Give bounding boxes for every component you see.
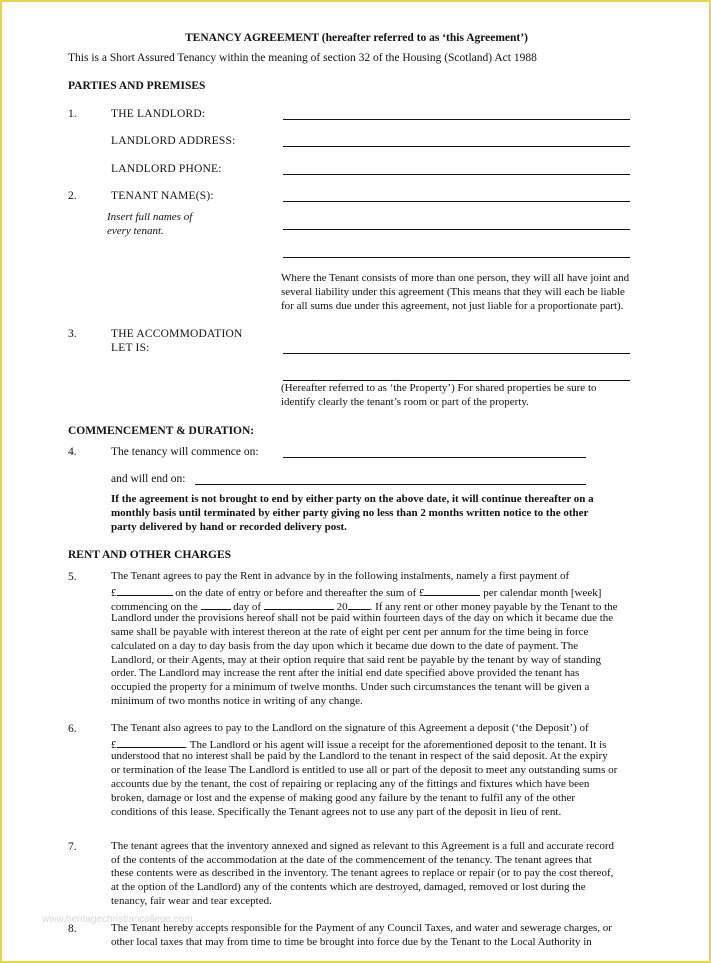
tenant-name-line-3[interactable] bbox=[283, 257, 630, 258]
pound-sign: £ bbox=[111, 587, 117, 599]
day-of-text: day of bbox=[233, 601, 262, 613]
end-label: and will end on: bbox=[111, 473, 186, 485]
clause-5-line-3-end: . If any rent or other money payable by the Tenant to the bbox=[369, 601, 618, 613]
accommodation-label-1: THE ACCOMMODATION bbox=[111, 328, 243, 340]
continuation-line-2: monthly basis until terminated by either party giving no less than 2 months written notice to the other bbox=[111, 507, 589, 519]
clause-number-7: 7. bbox=[68, 841, 77, 853]
first-payment-blank[interactable] bbox=[117, 584, 173, 596]
clause-5-line-9: occupied the property for a minimum of twelve months. Under such circumstances the tenant will be given a bbox=[111, 681, 590, 693]
day-blank[interactable] bbox=[201, 598, 231, 610]
clause-number-5: 5. bbox=[68, 571, 77, 583]
property-note-line-2: identify clearly the tenant’s room or part of the property. bbox=[281, 396, 529, 408]
clause-6-line-1: The Tenant also agrees to pay to the Landlord on the signature of this Agreement a deposit (‘the Deposit’) of bbox=[111, 722, 589, 734]
clause-6-line-2-text: . The Landlord or his agent will issue a receipt for the aforementioned deposit to the tenant. It is bbox=[184, 739, 607, 751]
year-blank[interactable] bbox=[348, 598, 370, 610]
landlord-address-label: LANDLORD ADDRESS: bbox=[111, 135, 236, 147]
deposit-amount-blank[interactable] bbox=[117, 736, 185, 748]
insert-names-note-1: Insert full names of bbox=[107, 211, 193, 223]
month-blank[interactable] bbox=[264, 598, 334, 610]
commence-date-line[interactable] bbox=[283, 457, 586, 458]
clause-6-line-5: accounts due by the tenant, the cost of repairing or replacing any of the fittings and fixtures which have been bbox=[111, 778, 590, 790]
clause-7-line-4: at the option of the Landlord) any of the contents which are destroyed, damaged, removed or lost during the bbox=[111, 881, 586, 893]
accommodation-line-2[interactable] bbox=[283, 380, 630, 381]
landlord-phone-line[interactable] bbox=[283, 174, 630, 175]
clause-number-1: 1. bbox=[68, 108, 77, 120]
commence-label: The tenancy will commence on: bbox=[111, 446, 259, 458]
tenant-name-line-1[interactable] bbox=[283, 201, 630, 202]
document-title: TENANCY AGREEMENT (hereafter referred to as ‘this Agreement’) bbox=[185, 32, 528, 44]
clause-5-line-10: minimum of two months notice in writing of any change. bbox=[111, 695, 363, 707]
clause-7-line-5: tenancy, fair wear and tear excepted. bbox=[111, 895, 272, 907]
continuation-line-3: party delivered by hand or recorded delivery post. bbox=[111, 521, 347, 533]
clause-6-line-4: or termination of the lease The Landlord is entitled to use all or part of the deposit to meet any outstanding sums or bbox=[111, 764, 618, 776]
tenant-names-label: TENANT NAME(S): bbox=[111, 190, 214, 202]
end-date-line[interactable] bbox=[195, 484, 586, 485]
clause-5-line-7: Landlord, or their Agents, may at their option require that said rent be payable by the tenant by way of standing bbox=[111, 654, 601, 666]
landlord-address-line[interactable] bbox=[283, 146, 630, 147]
joint-liability-line-2: several liability under this agreement (This means that they will each be liable bbox=[281, 286, 625, 298]
clause-5-line-8: order. The Landlord may increase the rent after the initial end date specified above provided the tenant has bbox=[111, 667, 580, 679]
insert-names-note-2: every tenant. bbox=[107, 225, 164, 237]
clause-5-line-5: same shall be payable with interest thereon at the rate of eight per cent per annum for the time being in force bbox=[111, 626, 589, 638]
joint-liability-line-1: Where the Tenant consists of more than one person, they will all have joint and bbox=[281, 272, 630, 284]
rent-heading: RENT AND OTHER CHARGES bbox=[68, 549, 232, 561]
clause-6-line-7: conditions of this lease. Specifically the Tenant agrees not to use any part of the deposit in lieu of rent. bbox=[111, 806, 562, 818]
landlord-phone-label: LANDLORD PHONE: bbox=[111, 163, 222, 175]
parties-heading: PARTIES AND PREMISES bbox=[68, 80, 206, 92]
deposit-pound-sign: £ bbox=[111, 739, 117, 751]
clause-number-8: 8. bbox=[68, 923, 77, 935]
clause-7-line-1: The tenant agrees that the inventory annexed and signed as relevant to this Agreement is a full and accurate record bbox=[111, 840, 615, 852]
landlord-label: THE LANDLORD: bbox=[111, 108, 206, 120]
clause-number-6: 6. bbox=[68, 723, 77, 735]
clause-5-line-1: The Tenant agrees to pay the Rent in advance by in the following instalments, namely a first payment of bbox=[111, 570, 570, 582]
year-prefix: 20 bbox=[336, 601, 348, 613]
commencing-text: commencing on the bbox=[111, 601, 198, 613]
clause-8-line-2: other local taxes that may from time to time be brought into force due by the Tenant to the Local Authority in bbox=[111, 936, 592, 948]
clause-6-line-3: understood that no interest shall be paid by the Landlord to the tenant in respect of the said deposit. At the expiry bbox=[111, 750, 608, 762]
continuation-line-1: If the agreement is not brought to end by either party on the above date, it will continue thereafter on a bbox=[111, 493, 594, 505]
intro-text: This is a Short Assured Tenancy within the meaning of section 32 of the Housing (Scotland) Act 1988 bbox=[68, 52, 537, 64]
clause-5-line-4: Landlord under the provisions hereof shall not be paid within fourteen days of the day on which it became due the bbox=[111, 612, 614, 624]
clause-number-4: 4. bbox=[68, 446, 77, 458]
watermark: www.heritagechristiancollege.com bbox=[42, 914, 193, 925]
tenant-name-line-2[interactable] bbox=[283, 229, 630, 230]
accommodation-line-1[interactable] bbox=[283, 353, 630, 354]
accommodation-label-2: LET IS: bbox=[111, 342, 150, 354]
clause-number-3: 3. bbox=[68, 328, 77, 340]
clause-6-line-6: broken, damage or lost and the expense of making good any failure by the tenant to fulfil any of the other bbox=[111, 792, 575, 804]
clause-number-2: 2. bbox=[68, 190, 77, 202]
joint-liability-line-3: for all sums due under this agreement, not just liable for a proportionate part). bbox=[281, 300, 624, 312]
clause-7-line-2: of the contents of the accommodation at the date of the commencement of the tenancy. The tenant agrees that bbox=[111, 854, 592, 866]
clause-5-line-2-text: on the date of entry or before and thereafter the sum of £ bbox=[175, 587, 425, 599]
property-note-line-1: (Hereafter referred to as ‘the Property’) For shared properties be sure to bbox=[281, 382, 597, 394]
clause-8-line-1: The Tenant hereby accepts responsible for the Payment of any Council Taxes, and water and sewerage charges, or bbox=[111, 922, 612, 934]
monthly-sum-blank[interactable] bbox=[424, 584, 480, 596]
clause-5-line-2-end: per calendar month [week] bbox=[483, 587, 602, 599]
clause-5-line-6: calculated on a day to day basis from the day upon which it became due down to the date of payment. The bbox=[111, 640, 579, 652]
commencement-heading: COMMENCEMENT & DURATION: bbox=[68, 425, 255, 437]
landlord-line[interactable] bbox=[283, 119, 630, 120]
clause-7-line-3: these contents were as described in the inventory. The tenant agrees to replace or repair (or to pay the cost thereof, bbox=[111, 867, 614, 879]
